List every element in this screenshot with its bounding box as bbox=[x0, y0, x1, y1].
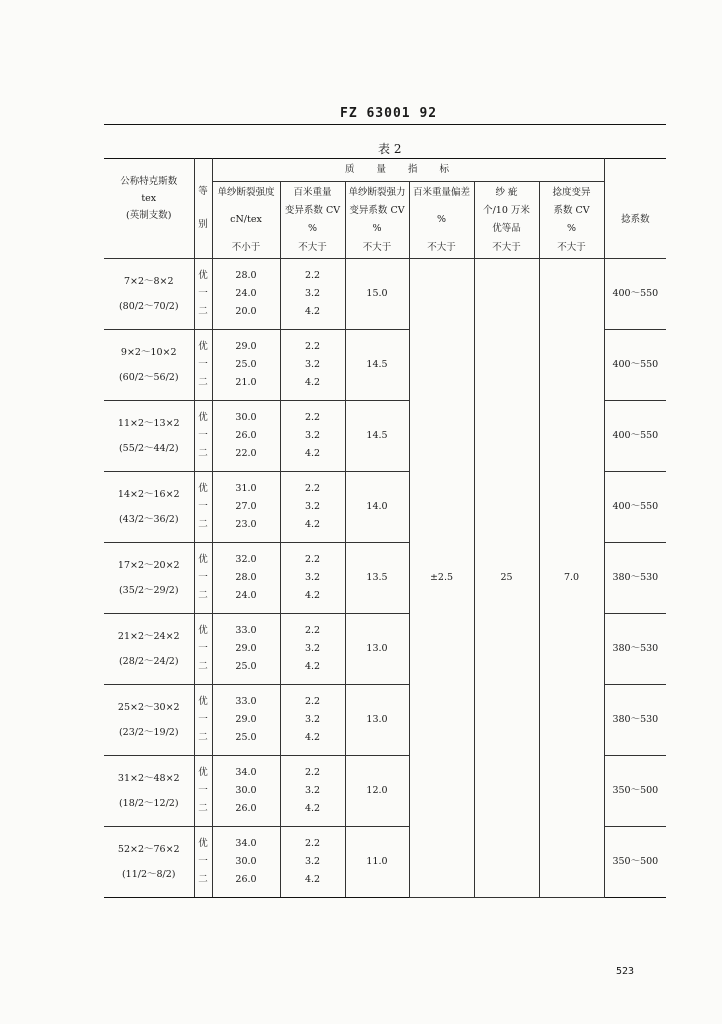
header-neps-line-2: 个/10 万米 bbox=[483, 205, 530, 217]
grade-label: 一 bbox=[198, 643, 208, 654]
weight-cv-value: 3.2 bbox=[304, 359, 321, 370]
weight-cv-value: 2.2 bbox=[304, 270, 321, 281]
weight-cv-lines bbox=[281, 838, 345, 886]
strength-cv-cell: 13.0 bbox=[345, 614, 409, 685]
header-evenness-cv-line-1: 捻度变异 bbox=[552, 187, 591, 198]
grade-cell bbox=[194, 472, 212, 543]
header-weight-cv-line-2: 变异系数 CV bbox=[284, 205, 341, 217]
grade-label: 优 bbox=[198, 483, 208, 494]
twist-factor-cell: 380～530 bbox=[604, 543, 666, 614]
strength-lines bbox=[213, 625, 280, 673]
strength-cell bbox=[212, 401, 280, 472]
grade-lines bbox=[195, 270, 212, 318]
grade-label: 二 bbox=[198, 448, 208, 459]
strength-cv-cell: 13.5 bbox=[345, 543, 409, 614]
header-grade bbox=[194, 159, 212, 259]
strength-value: 29.0 bbox=[235, 714, 257, 725]
grade-label: 优 bbox=[198, 838, 208, 849]
strength-lines bbox=[213, 483, 280, 531]
strength-value: 20.0 bbox=[235, 306, 257, 317]
spec-count: (28/2～24/2) bbox=[118, 656, 179, 667]
grade-label: 二 bbox=[198, 803, 208, 814]
strength-value: 22.0 bbox=[235, 448, 257, 459]
strength-value: 24.0 bbox=[235, 590, 257, 601]
grade-lines bbox=[195, 838, 212, 886]
header-strength-line-3: 不小于 bbox=[231, 241, 261, 253]
weight-cv-value: 3.2 bbox=[304, 714, 321, 725]
twist-factor-cell: 350～500 bbox=[604, 827, 666, 898]
weight-cv-value: 4.2 bbox=[304, 874, 321, 885]
twist-factor-cell: 400～550 bbox=[604, 401, 666, 472]
spec-cell bbox=[104, 756, 194, 827]
weight-cv-value: 2.2 bbox=[304, 838, 321, 849]
strength-value: 26.0 bbox=[235, 803, 257, 814]
header-strength-cv-line-3: % bbox=[372, 223, 382, 235]
spec-lines bbox=[104, 844, 194, 881]
grade-lines bbox=[195, 341, 212, 389]
spec-tex: 25×2～30×2 bbox=[117, 701, 180, 713]
weight-cv-value: 4.2 bbox=[304, 803, 321, 814]
grade-cell bbox=[194, 330, 212, 401]
twist-factor-cell: 380～530 bbox=[604, 614, 666, 685]
strength-cv-cell: 11.0 bbox=[345, 827, 409, 898]
spec-count: (11/2～8/2) bbox=[121, 869, 176, 880]
grade-label: 一 bbox=[198, 714, 208, 725]
grade-cell bbox=[194, 827, 212, 898]
weight-cv-value: 2.2 bbox=[304, 696, 321, 707]
strength-value: 33.0 bbox=[235, 696, 257, 707]
quality-index-table bbox=[104, 158, 666, 898]
header-strength-line-2: cN/tex bbox=[230, 214, 262, 226]
weight-cv-value: 3.2 bbox=[304, 501, 321, 512]
weight-cv-cell bbox=[280, 756, 345, 827]
grade-lines bbox=[195, 412, 212, 460]
spec-tex: 21×2～24×2 bbox=[117, 630, 180, 642]
spec-tex: 11×2～13×2 bbox=[117, 417, 180, 429]
spec-count: (43/2～36/2) bbox=[118, 514, 179, 525]
spec-lines bbox=[104, 560, 194, 597]
strength-cv-cell: 15.0 bbox=[345, 259, 409, 330]
header-grade-line-2: 别 bbox=[198, 219, 208, 231]
header-evenness-cv bbox=[539, 182, 604, 259]
weight-cv-value: 3.2 bbox=[304, 856, 321, 867]
grade-label: 二 bbox=[198, 874, 208, 885]
weight-cv-value: 2.2 bbox=[304, 483, 321, 494]
grade-lines bbox=[195, 696, 212, 744]
page-number: 523 bbox=[616, 966, 635, 977]
header-row-1 bbox=[104, 159, 666, 182]
weight-cv-lines bbox=[281, 767, 345, 815]
grade-lines bbox=[195, 625, 212, 673]
weight-cv-value: 3.2 bbox=[304, 643, 321, 654]
strength-cell bbox=[212, 827, 280, 898]
header-weight-cv-line-3: % bbox=[307, 223, 318, 235]
strength-value: 29.0 bbox=[235, 643, 257, 654]
strength-cell bbox=[212, 614, 280, 685]
spec-lines bbox=[104, 347, 194, 384]
grade-label: 一 bbox=[198, 288, 208, 299]
header-spec-line-1: 公称特克斯数 bbox=[120, 175, 178, 187]
spec-lines bbox=[104, 489, 194, 526]
weight-cv-cell bbox=[280, 614, 345, 685]
twist-factor-cell: 400～550 bbox=[604, 259, 666, 330]
grade-label: 优 bbox=[198, 341, 208, 352]
header-weight-cv-line-4: 不大于 bbox=[298, 241, 327, 253]
weight-cv-lines bbox=[281, 554, 345, 602]
strength-value: 23.0 bbox=[235, 519, 257, 530]
grade-label: 二 bbox=[198, 306, 208, 317]
strength-value: 27.0 bbox=[235, 501, 257, 512]
strength-value: 26.0 bbox=[235, 874, 257, 885]
header-neps-line-3: 优等品 bbox=[492, 223, 521, 235]
grade-label: 优 bbox=[198, 412, 208, 423]
spec-lines bbox=[104, 773, 194, 810]
header-strength-cv-line-4: 不大于 bbox=[362, 241, 392, 253]
weight-cv-value: 2.2 bbox=[304, 412, 321, 423]
grade-label: 二 bbox=[198, 661, 208, 672]
spec-tex: 14×2～16×2 bbox=[117, 488, 180, 500]
grade-label: 二 bbox=[198, 590, 208, 601]
weight-cv-lines bbox=[281, 625, 345, 673]
grade-label: 一 bbox=[198, 856, 208, 867]
strength-cv-cell: 12.0 bbox=[345, 756, 409, 827]
weight-cv-value: 4.2 bbox=[304, 661, 321, 672]
weight-cv-value: 2.2 bbox=[304, 625, 321, 636]
weight-cv-cell bbox=[280, 543, 345, 614]
strength-cv-cell: 13.0 bbox=[345, 685, 409, 756]
strength-lines bbox=[213, 838, 280, 886]
strength-value: 25.0 bbox=[235, 732, 257, 743]
grade-label: 优 bbox=[198, 696, 208, 707]
spec-tex: 52×2～76×2 bbox=[117, 843, 180, 855]
strength-value: 25.0 bbox=[235, 661, 257, 672]
weight-cv-lines bbox=[281, 696, 345, 744]
evenness-cv-cell: 7.0 bbox=[539, 259, 604, 898]
strength-cv-cell: 14.5 bbox=[345, 401, 409, 472]
header-weight-dev-line-2: % bbox=[436, 214, 447, 226]
strength-value: 26.0 bbox=[235, 430, 257, 441]
strength-value: 28.0 bbox=[235, 572, 257, 583]
header-spec-line-3: (英制支数) bbox=[126, 210, 172, 222]
spec-count: (35/2～29/2) bbox=[118, 585, 179, 596]
strength-cell bbox=[212, 543, 280, 614]
strength-value: 24.0 bbox=[235, 288, 257, 299]
weight-cv-cell bbox=[280, 827, 345, 898]
header-weight-cv bbox=[280, 182, 345, 259]
grade-label: 优 bbox=[198, 625, 208, 636]
weight-cv-value: 4.2 bbox=[304, 306, 321, 317]
spec-count: (18/2～12/2) bbox=[118, 798, 179, 809]
table-body bbox=[104, 159, 666, 898]
weight-cv-value: 4.2 bbox=[304, 519, 321, 530]
weight-cv-value: 3.2 bbox=[304, 572, 321, 583]
strength-cell bbox=[212, 472, 280, 543]
header-evenness-cv-line-3: % bbox=[567, 223, 577, 235]
spec-count: (55/2～44/2) bbox=[118, 443, 179, 454]
spec-cell bbox=[104, 614, 194, 685]
header-grade-line-1: 等 bbox=[198, 186, 208, 198]
strength-value: 28.0 bbox=[235, 270, 257, 281]
header-strength bbox=[212, 182, 280, 259]
header-strength-line-1: 单纱断裂强度 bbox=[217, 187, 275, 198]
weight-cv-value: 2.2 bbox=[304, 767, 321, 778]
header-neps bbox=[474, 182, 539, 259]
grade-cell bbox=[194, 756, 212, 827]
spec-cell bbox=[104, 259, 194, 330]
strength-value: 34.0 bbox=[235, 838, 257, 849]
header-blank bbox=[604, 159, 666, 182]
strength-lines bbox=[213, 767, 280, 815]
weight-cv-value: 3.2 bbox=[304, 288, 321, 299]
strength-value: 29.0 bbox=[235, 341, 257, 352]
grade-cell bbox=[194, 614, 212, 685]
header-strength-cv-line-2: 变异系数 CV bbox=[349, 205, 405, 217]
header-evenness-cv-line-2: 系数 CV bbox=[553, 205, 590, 217]
header-evenness-cv-line-4: 不大于 bbox=[557, 241, 586, 253]
grade-label: 优 bbox=[198, 270, 208, 281]
weight-cv-lines bbox=[281, 341, 345, 389]
grade-label: 一 bbox=[198, 359, 208, 370]
weight-cv-cell bbox=[280, 472, 345, 543]
strength-value: 25.0 bbox=[235, 359, 257, 370]
weight-cv-cell bbox=[280, 401, 345, 472]
weight-cv-value: 4.2 bbox=[304, 732, 321, 743]
strength-lines bbox=[213, 554, 280, 602]
grade-label: 一 bbox=[198, 572, 208, 583]
spec-count: (60/2～56/2) bbox=[118, 372, 179, 383]
spec-cell bbox=[104, 827, 194, 898]
grade-label: 一 bbox=[198, 501, 208, 512]
header-neps-line-4: 不大于 bbox=[492, 241, 521, 253]
table-title: 表 2 bbox=[378, 142, 402, 156]
weight-cv-value: 2.2 bbox=[304, 554, 321, 565]
strength-cell bbox=[212, 330, 280, 401]
twist-factor-cell: 400～550 bbox=[604, 330, 666, 401]
strength-lines bbox=[213, 696, 280, 744]
header-strength-cv-line-1: 单纱断裂强力 bbox=[348, 187, 406, 198]
spec-cell bbox=[104, 472, 194, 543]
weight-cv-lines bbox=[281, 270, 345, 318]
grade-lines bbox=[195, 483, 212, 531]
grade-cell bbox=[194, 401, 212, 472]
grade-lines bbox=[195, 767, 212, 815]
spec-cell bbox=[104, 685, 194, 756]
header-weight-dev-line-1: 百米重量偏差 bbox=[412, 187, 470, 198]
header-spec-line-2: tex bbox=[141, 192, 157, 204]
weight-cv-cell bbox=[280, 330, 345, 401]
strength-cell bbox=[212, 685, 280, 756]
spec-cell bbox=[104, 401, 194, 472]
weight-cv-cell bbox=[280, 685, 345, 756]
strength-cv-cell: 14.0 bbox=[345, 472, 409, 543]
twist-factor-cell: 380～530 bbox=[604, 685, 666, 756]
weight-cv-lines bbox=[281, 483, 345, 531]
spec-count: (23/2～19/2) bbox=[118, 727, 179, 738]
strength-value: 30.0 bbox=[235, 785, 257, 796]
grade-cell bbox=[194, 259, 212, 330]
header-weight-dev bbox=[409, 182, 474, 259]
header-neps-line-1: 纱 疵 bbox=[495, 187, 518, 198]
weight-cv-value: 4.2 bbox=[304, 377, 321, 388]
grade-label: 二 bbox=[198, 519, 208, 530]
weight-cv-lines bbox=[281, 412, 345, 460]
grade-lines bbox=[195, 554, 212, 602]
spec-count: (80/2～70/2) bbox=[118, 301, 179, 312]
grade-label: 一 bbox=[198, 785, 208, 796]
strength-value: 30.0 bbox=[235, 412, 257, 423]
spec-lines bbox=[104, 418, 194, 455]
weight-dev-cell: ±2.5 bbox=[409, 259, 474, 898]
header-spec bbox=[104, 159, 194, 259]
spec-tex: 17×2～20×2 bbox=[117, 559, 180, 571]
grade-label: 二 bbox=[198, 377, 208, 388]
strength-lines bbox=[213, 341, 280, 389]
table-row bbox=[104, 259, 666, 330]
spec-tex: 9×2～10×2 bbox=[120, 346, 177, 358]
weight-cv-value: 3.2 bbox=[304, 430, 321, 441]
weight-cv-value: 4.2 bbox=[304, 590, 321, 601]
strength-lines bbox=[213, 270, 280, 318]
spec-tex: 7×2～8×2 bbox=[123, 275, 174, 287]
spec-lines bbox=[104, 276, 194, 313]
standard-code: FZ 63001 92 bbox=[340, 106, 438, 121]
weight-cv-cell bbox=[280, 259, 345, 330]
spec-tex: 31×2～48×2 bbox=[117, 772, 180, 784]
spec-cell bbox=[104, 543, 194, 614]
grade-label: 优 bbox=[198, 767, 208, 778]
spec-lines bbox=[104, 702, 194, 739]
header-quality-group: 质量指标 bbox=[212, 159, 604, 182]
header-weight-dev-line-3: 不大于 bbox=[427, 241, 456, 253]
strength-cell bbox=[212, 756, 280, 827]
strength-value: 34.0 bbox=[235, 767, 257, 778]
strength-value: 33.0 bbox=[235, 625, 257, 636]
grade-label: 优 bbox=[198, 554, 208, 565]
neps-cell: 25 bbox=[474, 259, 539, 898]
strength-lines bbox=[213, 412, 280, 460]
header-strength-cv bbox=[345, 182, 409, 259]
spec-lines bbox=[104, 631, 194, 668]
weight-cv-value: 3.2 bbox=[304, 785, 321, 796]
weight-cv-value: 2.2 bbox=[304, 341, 321, 352]
weight-cv-value: 4.2 bbox=[304, 448, 321, 459]
twist-factor-cell: 350～500 bbox=[604, 756, 666, 827]
twist-factor-cell: 400～550 bbox=[604, 472, 666, 543]
header-weight-cv-line-1: 百米重量 bbox=[293, 187, 332, 198]
grade-label: 二 bbox=[198, 732, 208, 743]
strength-cv-cell: 14.5 bbox=[345, 330, 409, 401]
grade-cell bbox=[194, 685, 212, 756]
strength-value: 31.0 bbox=[235, 483, 257, 494]
header-twist-factor: 捻系数 bbox=[604, 182, 666, 259]
strength-value: 21.0 bbox=[235, 377, 257, 388]
grade-cell bbox=[194, 543, 212, 614]
header-rule bbox=[104, 124, 666, 125]
strength-cell bbox=[212, 259, 280, 330]
strength-value: 30.0 bbox=[235, 856, 257, 867]
strength-value: 32.0 bbox=[235, 554, 257, 565]
spec-cell bbox=[104, 330, 194, 401]
grade-label: 一 bbox=[198, 430, 208, 441]
